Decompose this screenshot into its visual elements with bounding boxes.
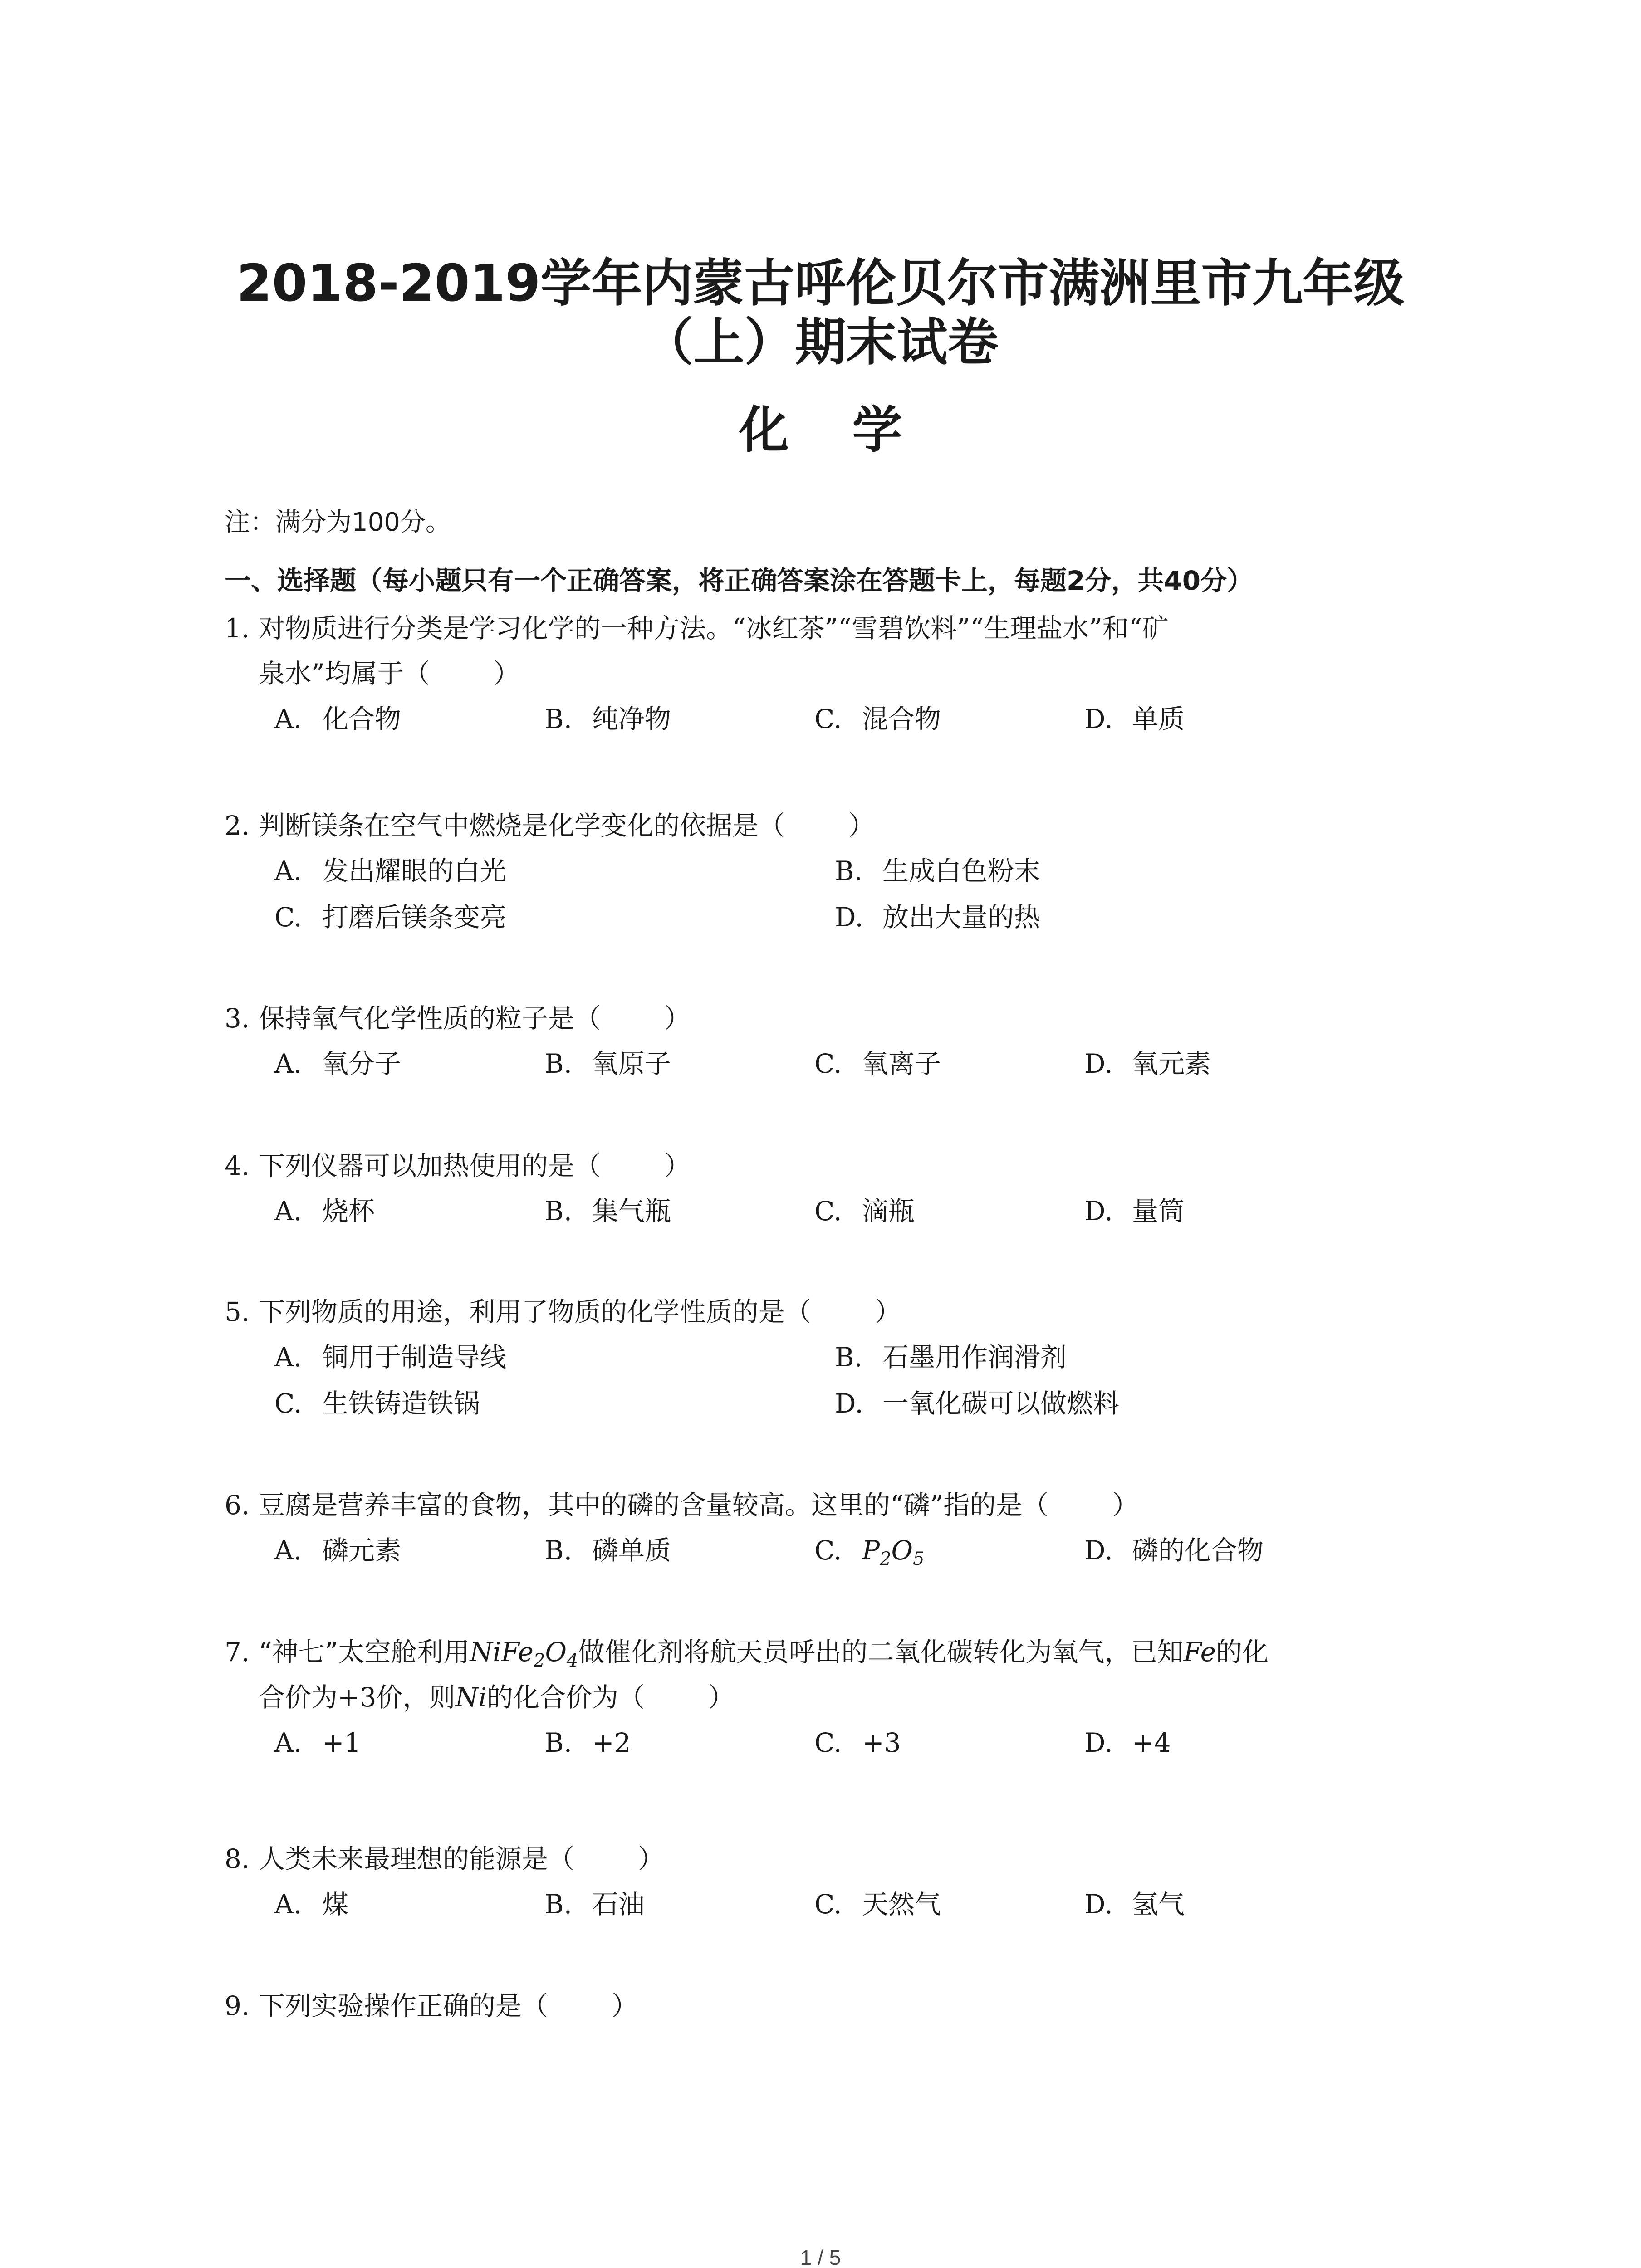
option-a[interactable]: A. 煤 [274, 1889, 349, 1920]
question-stem: 4. 下列仪器可以加热使用的是（ ） [225, 1150, 691, 1181]
option-row [225, 1041, 1459, 1087]
formula-nife2o4: $NiFe_2O_4$ [470, 1637, 578, 1671]
option-row [225, 1882, 1459, 1928]
question-9 [225, 1983, 1459, 2028]
option-d[interactable]: D. 量筒 [1084, 1196, 1185, 1227]
option-d[interactable]: D. 氢气 [1084, 1889, 1185, 1920]
option-row [225, 1381, 1459, 1427]
question-6 [225, 1482, 1459, 1574]
option-b[interactable]: B. 氧原子 [544, 1048, 671, 1079]
option-b[interactable]: B. 石墨用作润滑剂 [835, 1342, 1067, 1373]
exam-title-line1: 2018-2019学年内蒙古呼伦贝尔市满洲里市九年级 [236, 254, 1405, 313]
option-d[interactable]: D. 氧元素 [1084, 1048, 1211, 1079]
option-a[interactable]: A. 磷元素 [274, 1535, 402, 1566]
option-row [225, 848, 1459, 894]
option-row [225, 1720, 1459, 1766]
score-note: 注：满分为100分。 [225, 508, 451, 537]
question-7 [225, 1629, 1459, 1766]
option-d[interactable]: D. 磷的化合物 [1084, 1535, 1264, 1566]
question-stem-cont: 泉水”均属于（ ） [259, 658, 520, 689]
question-stem: 7. “神七”太空舱利用$NiFe_2O_4$做催化剂将航天员呼出的二氧化碳转化为氧气，已知Fe的化 [225, 1637, 1269, 1671]
option-c[interactable]: C. 混合物 [814, 704, 941, 734]
question-stem: 8. 人类未来最理想的能源是（ ） [225, 1843, 665, 1874]
option-b[interactable]: B. 纯净物 [544, 704, 671, 734]
subject-title: 化学 [739, 401, 966, 459]
option-c[interactable]: C. 生铁铸造铁锅 [274, 1388, 480, 1419]
option-a[interactable]: A. 烧杯 [274, 1196, 375, 1227]
option-b[interactable]: B. 生成白色粉末 [835, 855, 1041, 886]
option-row [225, 1334, 1459, 1381]
option-c[interactable]: C. 滴瓶 [814, 1196, 915, 1227]
question-5 [225, 1289, 1459, 1427]
option-c[interactable]: C. 氧离子 [814, 1048, 941, 1079]
question-stem: 1. 对物质进行分类是学习化学的一种方法。“冰红茶”“雪碧饮料”“生理盐水”和“矿 [225, 613, 1169, 644]
section-heading-choice: 一、选择题（每小题只有一个正确答案，将正确答案涂在答题卡上，每题2分，共40分） [225, 565, 1254, 596]
question-stem: 6. 豆腐是营养丰富的食物，其中的磷的含量较高。这里的“磷”指的是（ ） [225, 1490, 1139, 1520]
question-stem: 9. 下列实验操作正确的是（ ） [225, 1990, 638, 2021]
option-b[interactable]: B. +2 [544, 1727, 631, 1758]
option-row [225, 894, 1459, 941]
option-row [225, 1188, 1459, 1235]
question-stem: 3. 保持氧气化学性质的粒子是（ ） [225, 1003, 691, 1034]
option-a[interactable]: A. +1 [274, 1727, 361, 1758]
page-number: 1 / 5 [800, 2246, 841, 2268]
option-c[interactable]: C. 打磨后镁条变亮 [274, 902, 507, 933]
option-d[interactable]: D. 放出大量的热 [835, 902, 1041, 933]
formula-p2o5: $P_2O_5$ [862, 1535, 925, 1569]
symbol-fe: Fe [1183, 1637, 1216, 1667]
option-c[interactable]: C. +3 [814, 1727, 901, 1758]
option-a[interactable]: A. 化合物 [274, 704, 402, 734]
exam-title-line2: （上）期末试卷 [642, 313, 999, 372]
symbol-ni: Ni [455, 1682, 487, 1713]
option-b[interactable]: B. 石油 [544, 1889, 645, 1920]
option-c[interactable]: C. $P_2O_5$ [814, 1535, 925, 1569]
question-stem-cont: 合价为+3价，则Ni的化合价为（ ） [259, 1682, 735, 1713]
question-stem: 2. 判断镁条在空气中燃烧是化学变化的依据是（ ） [225, 810, 875, 841]
question-3 [225, 996, 1459, 1087]
option-d[interactable]: D. 单质 [1084, 704, 1185, 734]
option-a[interactable]: A. 铜用于制造导线 [274, 1342, 507, 1373]
question-2 [225, 803, 1459, 941]
option-b[interactable]: B. 磷单质 [544, 1535, 671, 1566]
question-8 [225, 1836, 1459, 1928]
option-a[interactable]: A. 发出耀眼的白光 [274, 855, 507, 886]
question-1 [225, 606, 1459, 743]
option-row [225, 1528, 1459, 1574]
option-d[interactable]: D. +4 [1084, 1727, 1171, 1758]
option-row [225, 696, 1459, 743]
question-4 [225, 1143, 1459, 1235]
option-a[interactable]: A. 氧分子 [274, 1048, 402, 1079]
option-d[interactable]: D. 一氧化碳可以做燃料 [835, 1388, 1120, 1419]
question-stem: 5. 下列物质的用途，利用了物质的化学性质的是（ ） [225, 1296, 901, 1327]
option-b[interactable]: B. 集气瓶 [544, 1196, 671, 1227]
option-c[interactable]: C. 天然气 [814, 1889, 941, 1920]
